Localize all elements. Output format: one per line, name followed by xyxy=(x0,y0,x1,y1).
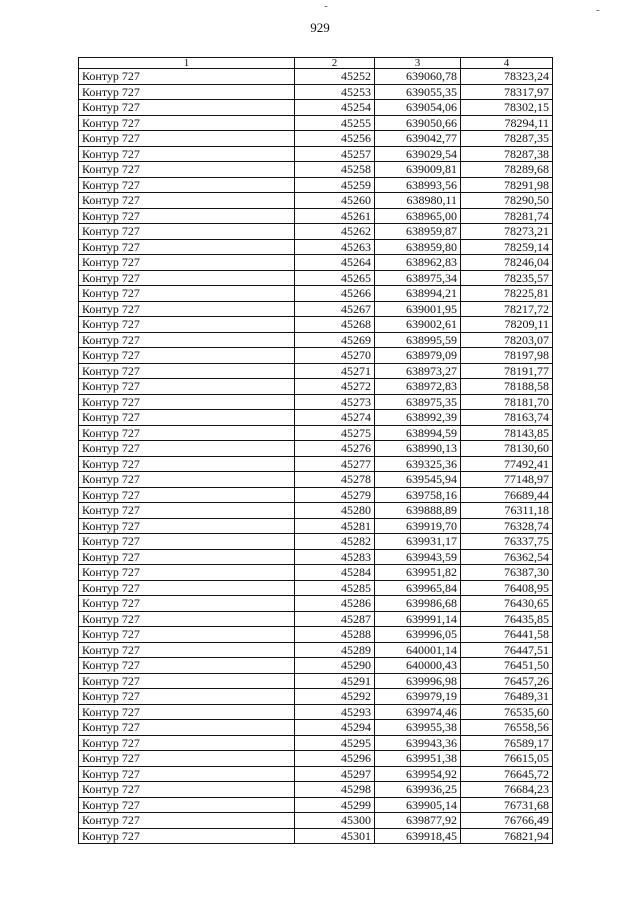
point-number-cell: 45252 xyxy=(295,69,375,85)
coordinate-y-cell: 78323,24 xyxy=(461,69,553,85)
table-row xyxy=(79,472,553,488)
coordinate-x-cell: 639060,78 xyxy=(375,69,461,85)
contour-name-cell: Контур 727 xyxy=(79,720,295,736)
table-row xyxy=(79,456,553,472)
coordinate-y-cell: 78188,58 xyxy=(461,379,553,395)
table-row xyxy=(79,751,553,767)
coordinate-x-cell: 639888,89 xyxy=(375,503,461,519)
coordinates-table xyxy=(78,57,553,844)
contour-name-cell: Контур 727 xyxy=(79,177,295,193)
table-row xyxy=(79,828,553,844)
coordinate-y-cell: 78291,98 xyxy=(461,177,553,193)
table-row xyxy=(79,394,553,410)
coordinate-x-cell: 638994,21 xyxy=(375,286,461,302)
table-row xyxy=(79,503,553,519)
coordinate-y-cell: 78287,35 xyxy=(461,131,553,147)
coordinate-y-cell: 76489,31 xyxy=(461,689,553,705)
coordinate-y-cell: 78217,72 xyxy=(461,301,553,317)
coordinate-y-cell: 76731,68 xyxy=(461,797,553,813)
table-row xyxy=(79,441,553,457)
coordinate-x-cell: 639951,38 xyxy=(375,751,461,767)
corner-mark-top: - xyxy=(324,0,328,12)
point-number-cell: 45266 xyxy=(295,286,375,302)
coordinate-y-cell: 78294,11 xyxy=(461,115,553,131)
coordinate-y-cell: 78246,04 xyxy=(461,255,553,271)
contour-name-cell: Контур 727 xyxy=(79,441,295,457)
coordinate-x-cell: 639050,66 xyxy=(375,115,461,131)
point-number-cell: 45257 xyxy=(295,146,375,162)
point-number-cell: 45275 xyxy=(295,425,375,441)
contour-name-cell: Контур 727 xyxy=(79,69,295,85)
point-number-cell: 45255 xyxy=(295,115,375,131)
coordinate-x-cell: 639325,36 xyxy=(375,456,461,472)
coordinate-y-cell: 76558,56 xyxy=(461,720,553,736)
table-header-row xyxy=(79,58,553,69)
point-number-cell: 45301 xyxy=(295,828,375,844)
coordinate-x-cell: 638980,11 xyxy=(375,193,461,209)
point-number-cell: 45260 xyxy=(295,193,375,209)
coordinate-y-cell: 78130,60 xyxy=(461,441,553,457)
table-row xyxy=(79,317,553,333)
coordinate-x-cell: 638994,59 xyxy=(375,425,461,441)
column-header-2: 2 xyxy=(295,58,375,69)
table-row xyxy=(79,565,553,581)
contour-name-cell: Контур 727 xyxy=(79,255,295,271)
contour-name-cell: Контур 727 xyxy=(79,580,295,596)
coordinate-y-cell: 76615,05 xyxy=(461,751,553,767)
coordinate-x-cell: 639002,61 xyxy=(375,317,461,333)
point-number-cell: 45285 xyxy=(295,580,375,596)
coordinate-y-cell: 78191,77 xyxy=(461,363,553,379)
coordinate-x-cell: 639996,98 xyxy=(375,673,461,689)
contour-name-cell: Контур 727 xyxy=(79,363,295,379)
contour-name-cell: Контур 727 xyxy=(79,131,295,147)
point-number-cell: 45284 xyxy=(295,565,375,581)
coordinate-y-cell: 76684,23 xyxy=(461,782,553,798)
table-row xyxy=(79,410,553,426)
coordinate-x-cell: 638959,80 xyxy=(375,239,461,255)
table-row xyxy=(79,193,553,209)
coordinate-x-cell: 639931,17 xyxy=(375,534,461,550)
coordinate-x-cell: 638959,87 xyxy=(375,224,461,240)
coordinate-y-cell: 76430,65 xyxy=(461,596,553,612)
point-number-cell: 45280 xyxy=(295,503,375,519)
coordinate-x-cell: 639954,92 xyxy=(375,766,461,782)
point-number-cell: 45265 xyxy=(295,270,375,286)
table-row xyxy=(79,549,553,565)
coordinate-x-cell: 638993,56 xyxy=(375,177,461,193)
coordinate-y-cell: 76821,94 xyxy=(461,828,553,844)
coordinate-x-cell: 638979,09 xyxy=(375,348,461,364)
contour-name-cell: Контур 727 xyxy=(79,348,295,364)
table-row xyxy=(79,797,553,813)
coordinate-x-cell: 639042,77 xyxy=(375,131,461,147)
point-number-cell: 45298 xyxy=(295,782,375,798)
point-number-cell: 45296 xyxy=(295,751,375,767)
coordinate-y-cell: 78259,14 xyxy=(461,239,553,255)
page-number: 929 xyxy=(310,20,330,35)
coordinate-x-cell: 639996,05 xyxy=(375,627,461,643)
coordinate-y-cell: 76457,26 xyxy=(461,673,553,689)
point-number-cell: 45272 xyxy=(295,379,375,395)
table-row xyxy=(79,363,553,379)
coordinate-x-cell: 638972,83 xyxy=(375,379,461,395)
point-number-cell: 45286 xyxy=(295,596,375,612)
contour-name-cell: Контур 727 xyxy=(79,394,295,410)
coordinate-x-cell: 639943,36 xyxy=(375,735,461,751)
coordinate-y-cell: 78290,50 xyxy=(461,193,553,209)
point-number-cell: 45254 xyxy=(295,100,375,116)
point-number-cell: 45289 xyxy=(295,642,375,658)
coordinate-y-cell: 76435,85 xyxy=(461,611,553,627)
point-number-cell: 45279 xyxy=(295,487,375,503)
coordinate-x-cell: 639055,35 xyxy=(375,84,461,100)
coordinate-x-cell: 639054,06 xyxy=(375,100,461,116)
contour-name-cell: Контур 727 xyxy=(79,425,295,441)
coordinate-x-cell: 639991,14 xyxy=(375,611,461,627)
coordinate-x-cell: 639943,59 xyxy=(375,549,461,565)
coordinate-x-cell: 638965,00 xyxy=(375,208,461,224)
point-number-cell: 45270 xyxy=(295,348,375,364)
table-row xyxy=(79,813,553,829)
point-number-cell: 45297 xyxy=(295,766,375,782)
coordinate-x-cell: 639009,81 xyxy=(375,162,461,178)
column-header-1: 1 xyxy=(79,58,295,69)
coordinate-y-cell: 76387,30 xyxy=(461,565,553,581)
coordinate-y-cell: 76766,49 xyxy=(461,813,553,829)
coordinate-x-cell: 640001,14 xyxy=(375,642,461,658)
table-row xyxy=(79,580,553,596)
corner-mark-right: - xyxy=(596,4,600,16)
table-row xyxy=(79,782,553,798)
contour-name-cell: Контур 727 xyxy=(79,534,295,550)
point-number-cell: 45293 xyxy=(295,704,375,720)
contour-name-cell: Контур 727 xyxy=(79,658,295,674)
coordinate-y-cell: 76451,50 xyxy=(461,658,553,674)
coordinate-x-cell: 639877,92 xyxy=(375,813,461,829)
coordinate-x-cell: 638975,34 xyxy=(375,270,461,286)
contour-name-cell: Контур 727 xyxy=(79,208,295,224)
point-number-cell: 45271 xyxy=(295,363,375,379)
coordinate-x-cell: 638995,59 xyxy=(375,332,461,348)
table-row xyxy=(79,224,553,240)
coordinate-y-cell: 76535,60 xyxy=(461,704,553,720)
point-number-cell: 45269 xyxy=(295,332,375,348)
table-row xyxy=(79,766,553,782)
contour-name-cell: Контур 727 xyxy=(79,518,295,534)
contour-name-cell: Контур 727 xyxy=(79,673,295,689)
coordinate-x-cell: 639974,46 xyxy=(375,704,461,720)
coordinate-y-cell: 76328,74 xyxy=(461,518,553,534)
table-row xyxy=(79,162,553,178)
contour-name-cell: Контур 727 xyxy=(79,704,295,720)
coordinate-x-cell: 638973,27 xyxy=(375,363,461,379)
table-row xyxy=(79,379,553,395)
point-number-cell: 45287 xyxy=(295,611,375,627)
contour-name-cell: Контур 727 xyxy=(79,766,295,782)
contour-name-cell: Контур 727 xyxy=(79,642,295,658)
contour-name-cell: Контур 727 xyxy=(79,751,295,767)
coordinate-x-cell: 639936,25 xyxy=(375,782,461,798)
point-number-cell: 45253 xyxy=(295,84,375,100)
coordinate-y-cell: 78302,15 xyxy=(461,100,553,116)
coordinate-x-cell: 639001,95 xyxy=(375,301,461,317)
coordinate-x-cell: 639955,38 xyxy=(375,720,461,736)
table-row xyxy=(79,704,553,720)
point-number-cell: 45259 xyxy=(295,177,375,193)
coordinate-y-cell: 78281,74 xyxy=(461,208,553,224)
contour-name-cell: Контур 727 xyxy=(79,813,295,829)
point-number-cell: 45299 xyxy=(295,797,375,813)
table-row xyxy=(79,146,553,162)
table-row xyxy=(79,100,553,116)
table-row xyxy=(79,735,553,751)
point-number-cell: 45277 xyxy=(295,456,375,472)
contour-name-cell: Контур 727 xyxy=(79,270,295,286)
table-row xyxy=(79,84,553,100)
contour-name-cell: Контур 727 xyxy=(79,239,295,255)
table-row xyxy=(79,627,553,643)
coordinate-y-cell: 76311,18 xyxy=(461,503,553,519)
contour-name-cell: Контур 727 xyxy=(79,224,295,240)
coordinate-y-cell: 78143,85 xyxy=(461,425,553,441)
table-row xyxy=(79,348,553,364)
coordinate-x-cell: 639965,84 xyxy=(375,580,461,596)
point-number-cell: 45256 xyxy=(295,131,375,147)
table-row xyxy=(79,689,553,705)
point-number-cell: 45292 xyxy=(295,689,375,705)
contour-name-cell: Контур 727 xyxy=(79,611,295,627)
table-row xyxy=(79,658,553,674)
coordinate-x-cell: 638962,83 xyxy=(375,255,461,271)
coordinate-y-cell: 76589,17 xyxy=(461,735,553,751)
coordinate-y-cell: 78209,11 xyxy=(461,317,553,333)
contour-name-cell: Контур 727 xyxy=(79,503,295,519)
contour-name-cell: Контур 727 xyxy=(79,797,295,813)
coordinate-x-cell: 639545,94 xyxy=(375,472,461,488)
table-row xyxy=(79,596,553,612)
coordinate-y-cell: 78287,38 xyxy=(461,146,553,162)
coordinate-y-cell: 77148,97 xyxy=(461,472,553,488)
point-number-cell: 45261 xyxy=(295,208,375,224)
point-number-cell: 45278 xyxy=(295,472,375,488)
point-number-cell: 45276 xyxy=(295,441,375,457)
point-number-cell: 45300 xyxy=(295,813,375,829)
coordinate-y-cell: 78289,68 xyxy=(461,162,553,178)
coordinate-y-cell: 78181,70 xyxy=(461,394,553,410)
coordinate-y-cell: 78273,21 xyxy=(461,224,553,240)
coordinate-y-cell: 76441,58 xyxy=(461,627,553,643)
point-number-cell: 45273 xyxy=(295,394,375,410)
contour-name-cell: Контур 727 xyxy=(79,332,295,348)
coordinate-x-cell: 638992,39 xyxy=(375,410,461,426)
coordinate-x-cell: 639919,70 xyxy=(375,518,461,534)
contour-name-cell: Контур 727 xyxy=(79,627,295,643)
coordinate-y-cell: 78197,98 xyxy=(461,348,553,364)
coordinate-y-cell: 78225,81 xyxy=(461,286,553,302)
point-number-cell: 45264 xyxy=(295,255,375,271)
contour-name-cell: Контур 727 xyxy=(79,379,295,395)
contour-name-cell: Контур 727 xyxy=(79,472,295,488)
table-row xyxy=(79,425,553,441)
table-row xyxy=(79,177,553,193)
table-row xyxy=(79,131,553,147)
table-row xyxy=(79,255,553,271)
point-number-cell: 45291 xyxy=(295,673,375,689)
contour-name-cell: Контур 727 xyxy=(79,162,295,178)
point-number-cell: 45295 xyxy=(295,735,375,751)
contour-name-cell: Контур 727 xyxy=(79,549,295,565)
coordinate-x-cell: 639979,19 xyxy=(375,689,461,705)
contour-name-cell: Контур 727 xyxy=(79,115,295,131)
table-row xyxy=(79,720,553,736)
coordinate-x-cell: 638990,13 xyxy=(375,441,461,457)
contour-name-cell: Контур 727 xyxy=(79,301,295,317)
point-number-cell: 45288 xyxy=(295,627,375,643)
contour-name-cell: Контур 727 xyxy=(79,84,295,100)
point-number-cell: 45290 xyxy=(295,658,375,674)
table-row xyxy=(79,673,553,689)
point-number-cell: 45282 xyxy=(295,534,375,550)
contour-name-cell: Контур 727 xyxy=(79,410,295,426)
table-row xyxy=(79,286,553,302)
coordinate-x-cell: 640000,43 xyxy=(375,658,461,674)
point-number-cell: 45283 xyxy=(295,549,375,565)
point-number-cell: 45281 xyxy=(295,518,375,534)
coordinate-y-cell: 76645,72 xyxy=(461,766,553,782)
coordinate-y-cell: 76337,75 xyxy=(461,534,553,550)
coordinate-y-cell: 78235,57 xyxy=(461,270,553,286)
coordinate-y-cell: 76689,44 xyxy=(461,487,553,503)
contour-name-cell: Контур 727 xyxy=(79,735,295,751)
point-number-cell: 45274 xyxy=(295,410,375,426)
coordinate-x-cell: 639758,16 xyxy=(375,487,461,503)
coordinate-x-cell: 639986,68 xyxy=(375,596,461,612)
contour-name-cell: Контур 727 xyxy=(79,828,295,844)
table-row xyxy=(79,332,553,348)
contour-name-cell: Контур 727 xyxy=(79,596,295,612)
point-number-cell: 45258 xyxy=(295,162,375,178)
table-row xyxy=(79,208,553,224)
contour-name-cell: Контур 727 xyxy=(79,565,295,581)
contour-name-cell: Контур 727 xyxy=(79,146,295,162)
coordinate-y-cell: 78203,07 xyxy=(461,332,553,348)
coordinate-y-cell: 78317,97 xyxy=(461,84,553,100)
point-number-cell: 45263 xyxy=(295,239,375,255)
table-row xyxy=(79,69,553,85)
contour-name-cell: Контур 727 xyxy=(79,689,295,705)
coordinate-y-cell: 77492,41 xyxy=(461,456,553,472)
column-header-4: 4 xyxy=(461,58,553,69)
table-row xyxy=(79,115,553,131)
coordinate-x-cell: 639905,14 xyxy=(375,797,461,813)
point-number-cell: 45267 xyxy=(295,301,375,317)
contour-name-cell: Контур 727 xyxy=(79,317,295,333)
contour-name-cell: Контур 727 xyxy=(79,782,295,798)
coordinate-y-cell: 78163,74 xyxy=(461,410,553,426)
point-number-cell: 45262 xyxy=(295,224,375,240)
coordinate-x-cell: 639951,82 xyxy=(375,565,461,581)
table-row xyxy=(79,239,553,255)
table-row xyxy=(79,301,553,317)
contour-name-cell: Контур 727 xyxy=(79,487,295,503)
coordinate-x-cell: 639918,45 xyxy=(375,828,461,844)
table-row xyxy=(79,518,553,534)
coordinate-x-cell: 639029,54 xyxy=(375,146,461,162)
table-row xyxy=(79,270,553,286)
table-row xyxy=(79,534,553,550)
contour-name-cell: Контур 727 xyxy=(79,100,295,116)
table-row xyxy=(79,642,553,658)
column-header-3: 3 xyxy=(375,58,461,69)
contour-name-cell: Контур 727 xyxy=(79,286,295,302)
coordinate-x-cell: 638975,35 xyxy=(375,394,461,410)
point-number-cell: 45268 xyxy=(295,317,375,333)
coordinate-y-cell: 76408,95 xyxy=(461,580,553,596)
coordinate-y-cell: 76362,54 xyxy=(461,549,553,565)
point-number-cell: 45294 xyxy=(295,720,375,736)
coordinate-y-cell: 76447,51 xyxy=(461,642,553,658)
table-row xyxy=(79,611,553,627)
contour-name-cell: Контур 727 xyxy=(79,193,295,209)
table-row xyxy=(79,487,553,503)
contour-name-cell: Контур 727 xyxy=(79,456,295,472)
